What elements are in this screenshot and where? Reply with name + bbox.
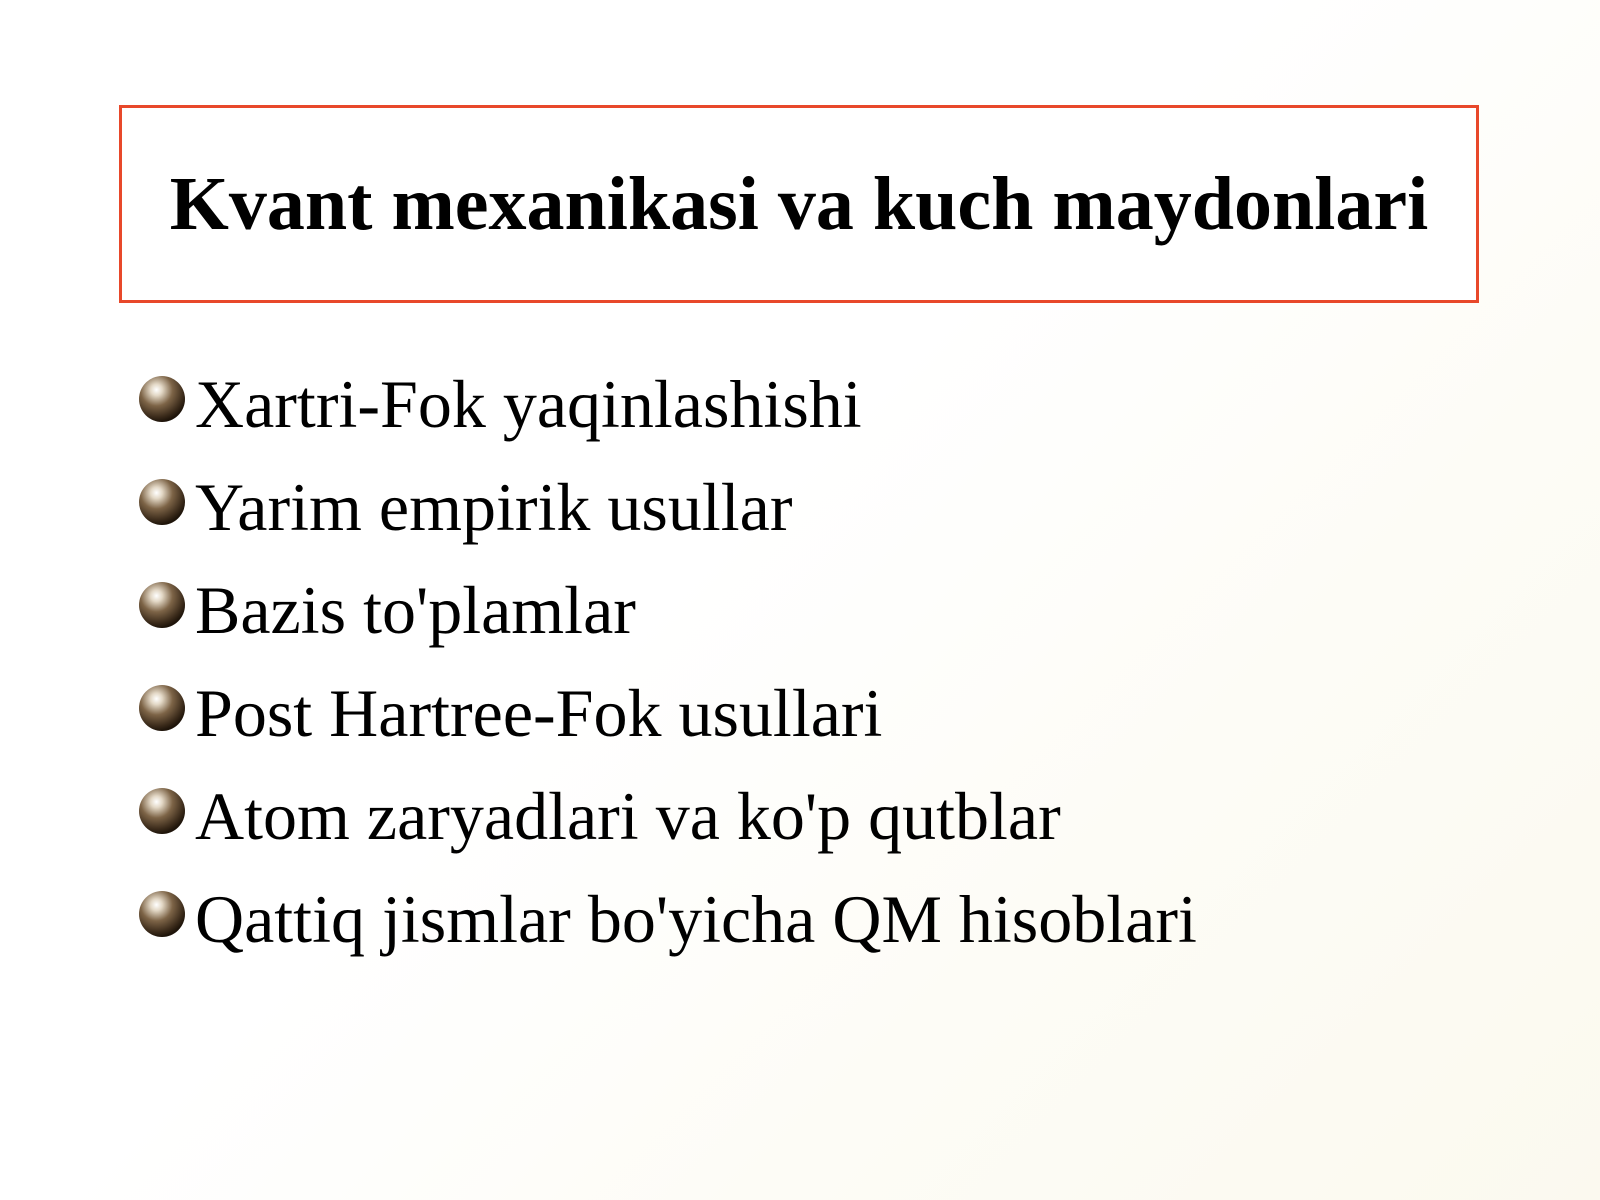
sphere-bullet-icon bbox=[137, 580, 187, 630]
sphere-bullet-icon bbox=[137, 374, 187, 424]
sphere-bullet-icon bbox=[137, 477, 187, 527]
bullet-label: Yarim empirik usullar bbox=[195, 468, 793, 545]
bullet-label: Post Hartree-Fok usullari bbox=[195, 674, 883, 751]
bullet-item bbox=[137, 455, 1537, 558]
bullet-item bbox=[137, 867, 1537, 970]
title-box bbox=[119, 105, 1479, 303]
bullet-item bbox=[137, 352, 1537, 455]
sphere-bullet-icon bbox=[137, 889, 187, 939]
bullet-label: Xartri-Fok yaqinlashishi bbox=[195, 365, 862, 442]
bullet-item bbox=[137, 661, 1537, 764]
sphere-bullet-icon bbox=[137, 786, 187, 836]
bullet-list bbox=[137, 352, 1537, 970]
bullet-item bbox=[137, 764, 1537, 867]
bullet-label: Bazis to'plamlar bbox=[195, 571, 636, 648]
bullet-label: Atom zaryadlari va ko'p qutblar bbox=[195, 777, 1061, 854]
bullet-label: Qattiq jismlar bo'yicha QM hisoblari bbox=[195, 880, 1197, 957]
sphere-bullet-icon bbox=[137, 683, 187, 733]
bullet-item bbox=[137, 558, 1537, 661]
slide-title: Kvant mexanikasi va kuch maydonlari bbox=[169, 161, 1429, 246]
